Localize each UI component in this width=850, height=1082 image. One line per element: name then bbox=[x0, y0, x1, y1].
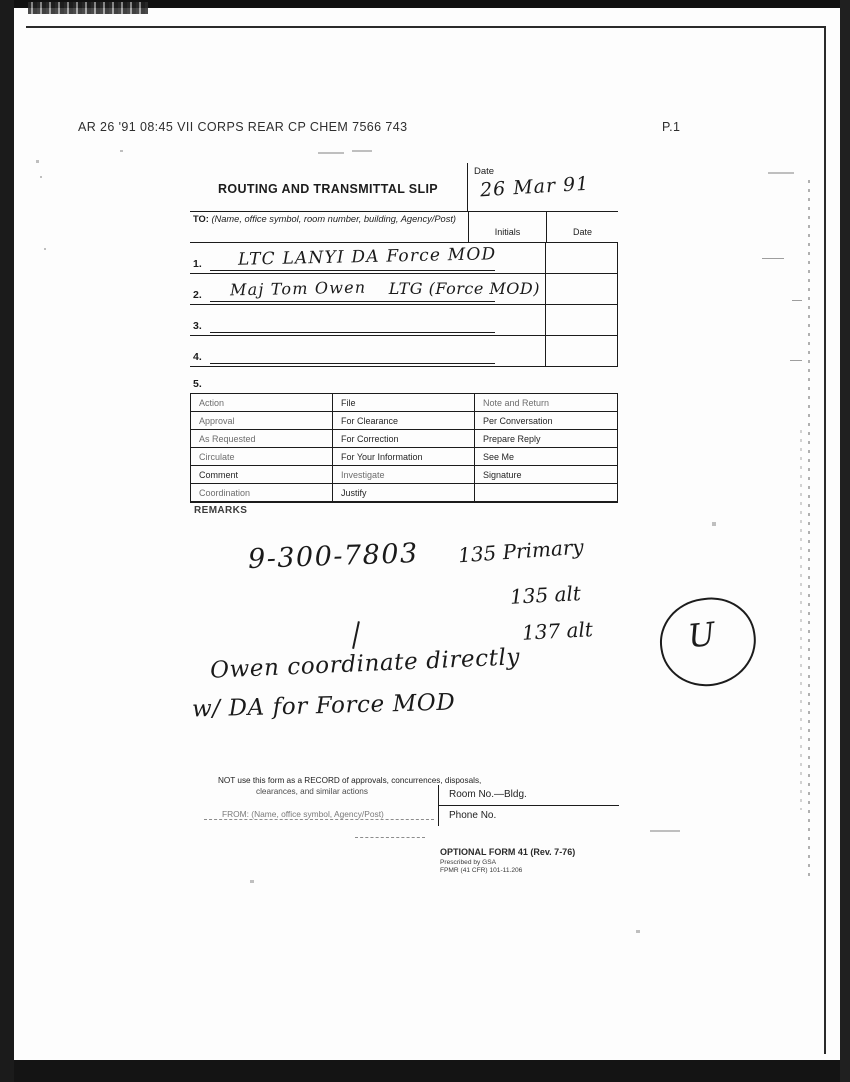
row-underline bbox=[210, 301, 495, 302]
to-header-row bbox=[190, 212, 618, 243]
recipient-name-1: LTC LANYI DA Force MOD bbox=[237, 244, 497, 270]
column-divider bbox=[545, 305, 547, 335]
date-value-handwritten: 26 Mar 91 bbox=[479, 172, 590, 202]
phone-number-field[interactable]: Phone No. bbox=[449, 810, 497, 821]
remark-handwriting-phone: 9-300-7803 bbox=[247, 538, 420, 575]
scan-corner-smudge bbox=[28, 2, 148, 14]
scan-speckle bbox=[352, 150, 372, 152]
remarks-section[interactable] bbox=[190, 503, 618, 771]
routing-and-transmittal-slip bbox=[190, 163, 618, 879]
remark-handwriting-instruction-1: Owen coordinate directly bbox=[209, 644, 521, 684]
row-number: 1. bbox=[193, 258, 202, 270]
scan-edge-bottom bbox=[14, 1060, 840, 1082]
form-title-row bbox=[190, 163, 618, 212]
scan-edge-left bbox=[0, 0, 14, 1082]
row-number: 3. bbox=[193, 320, 202, 332]
form-footer bbox=[190, 775, 618, 879]
date-label: Date bbox=[474, 166, 495, 177]
recipient-row-2[interactable] bbox=[190, 274, 618, 305]
scan-speckle bbox=[44, 248, 46, 250]
scan-edge-right bbox=[840, 0, 850, 1082]
remark-handwriting-alt-1: 135 alt bbox=[509, 581, 582, 609]
action-cell-empty[interactable] bbox=[475, 484, 617, 502]
action-cell-see-me[interactable]: See Me bbox=[475, 448, 617, 466]
remark-handwriting-instruction-2: w/ DA for Force MOD bbox=[191, 689, 456, 723]
scan-speckle bbox=[40, 176, 42, 178]
action-cell-circulate[interactable]: Circulate bbox=[191, 448, 333, 466]
recipient-row-1[interactable] bbox=[190, 243, 618, 274]
column-divider bbox=[545, 243, 547, 273]
action-cell-for-your-information[interactable]: For Your Information bbox=[333, 448, 475, 466]
column-divider bbox=[545, 274, 547, 304]
remark-handwriting-alt-2: 137 alt bbox=[521, 617, 594, 645]
scan-speckle bbox=[712, 522, 716, 526]
form-fpmr-citation: FPMR (41 CFR) 101-11.206 bbox=[440, 867, 523, 874]
circled-initial-annotation bbox=[660, 598, 756, 686]
scan-speckle bbox=[650, 830, 680, 832]
scan-speckle bbox=[768, 172, 794, 174]
initials-column-header: Initials bbox=[468, 212, 546, 242]
column-divider bbox=[545, 336, 547, 366]
recipient-initials-2: LTG (Force MOD) bbox=[388, 279, 540, 298]
scan-speckle bbox=[318, 152, 344, 154]
recipient-row-5[interactable] bbox=[190, 367, 618, 393]
action-cell-approval[interactable]: Approval bbox=[191, 412, 333, 430]
remark-handwriting-primary: 135 Primary bbox=[457, 534, 585, 568]
fax-transmission-header: AR 26 '91 08:45 VII CORPS REAR CP CHEM 7566 743 bbox=[78, 120, 408, 134]
column-divider bbox=[617, 336, 619, 366]
scan-speckle bbox=[36, 160, 39, 163]
action-cell-action[interactable]: Action bbox=[191, 394, 333, 412]
remarks-label: REMARKS bbox=[194, 505, 248, 516]
row-underline bbox=[210, 332, 495, 333]
recipient-row-4[interactable] bbox=[190, 336, 618, 367]
action-cell-file[interactable]: File bbox=[333, 394, 475, 412]
scan-speckle bbox=[636, 930, 640, 933]
action-cell-comment[interactable]: Comment bbox=[191, 466, 333, 484]
to-label: TO: bbox=[193, 214, 209, 224]
action-cell-coordination[interactable]: Coordination bbox=[191, 484, 333, 502]
page-title: ROUTING AND TRANSMITTAL SLIP bbox=[218, 182, 438, 196]
recipient-row-3[interactable] bbox=[190, 305, 618, 336]
action-cell-as-requested[interactable]: As Requested bbox=[191, 430, 333, 448]
form-number: OPTIONAL FORM 41 (Rev. 7-76) bbox=[440, 847, 576, 857]
date-field[interactable] bbox=[467, 163, 618, 211]
recipient-rows bbox=[190, 243, 618, 394]
scan-inner-rule-right bbox=[824, 26, 826, 1054]
scan-speckle bbox=[250, 880, 254, 883]
row-number: 4. bbox=[193, 351, 202, 363]
room-number-field[interactable]: Room No.—Bldg. bbox=[439, 785, 619, 806]
to-instructions-text: (Name, office symbol, room number, building, Agency/Post) bbox=[211, 214, 457, 224]
action-cell-for-correction[interactable]: For Correction bbox=[333, 430, 475, 448]
action-cell-investigate[interactable]: Investigate bbox=[333, 466, 475, 484]
scan-inner-rule-top bbox=[26, 26, 826, 28]
action-cell-for-clearance[interactable]: For Clearance bbox=[333, 412, 475, 430]
row-number: 5. bbox=[193, 378, 202, 390]
action-cell-signature[interactable]: Signature bbox=[475, 466, 617, 484]
date-column-header: Date bbox=[546, 212, 618, 242]
row-underline bbox=[210, 363, 495, 364]
column-divider bbox=[617, 305, 619, 335]
annotation-initial: U bbox=[686, 614, 717, 656]
recipient-name-2: Maj Tom Owen bbox=[229, 277, 367, 300]
action-options-grid bbox=[190, 394, 618, 503]
column-divider bbox=[617, 243, 619, 273]
form-number-subtext bbox=[440, 859, 522, 875]
footer-note-line1: NOT use this form as a RECORD of approvals, concurrences, disposals, bbox=[218, 776, 482, 785]
footer-dashed-rule bbox=[204, 819, 434, 820]
footer-note-line2: clearances, and similar actions bbox=[256, 787, 368, 796]
scan-artifact-tick bbox=[762, 258, 784, 259]
row-underline bbox=[210, 270, 495, 271]
action-cell-justify[interactable]: Justify bbox=[333, 484, 475, 502]
pen-stroke-mark bbox=[352, 621, 359, 649]
row-number: 2. bbox=[193, 289, 202, 301]
form-prescribed-by: Prescribed by GSA bbox=[440, 859, 497, 866]
footer-dashed-rule bbox=[355, 837, 425, 838]
scan-artifact-dot-column bbox=[800, 430, 802, 810]
to-instructions bbox=[193, 214, 493, 226]
scan-artifact-tick bbox=[790, 360, 802, 361]
scan-speckle bbox=[120, 150, 123, 152]
from-label: FROM: (Name, office symbol, Agency/Post) bbox=[222, 809, 384, 819]
action-cell-note-and-return[interactable]: Note and Return bbox=[475, 394, 617, 412]
scan-artifact-dot-column bbox=[808, 180, 810, 880]
column-divider bbox=[617, 274, 619, 304]
fax-page-number: P.1 bbox=[662, 120, 681, 134]
action-cell-per-conversation[interactable]: Per Conversation bbox=[475, 412, 617, 430]
scan-artifact-tick bbox=[792, 300, 802, 301]
action-cell-prepare-reply[interactable]: Prepare Reply bbox=[475, 430, 617, 448]
room-and-phone-box bbox=[438, 785, 619, 826]
